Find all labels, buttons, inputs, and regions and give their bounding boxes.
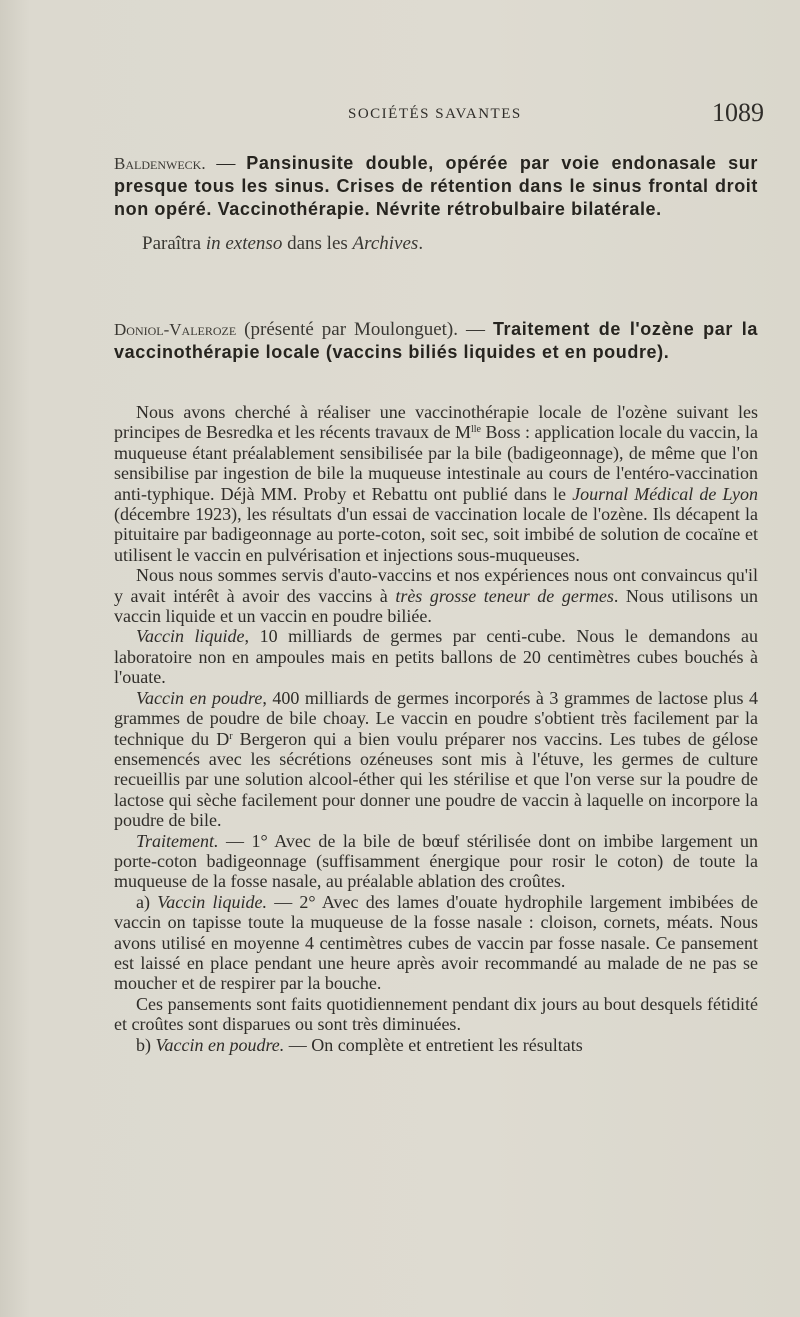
author-name: Baldenweck. [114,154,206,173]
paragraph [114,688,758,831]
paragraph [114,892,758,994]
entry-heading [114,152,758,221]
article-body [114,402,758,1055]
communication-title: Pansinusite double, opérée par voie endonasale sur presque tous les sinus. Crises de rétention dans le sinus frontal droit non opéré. Vaccinothérapie. Névrite rétrobulbaire bilatérale. [114,153,758,219]
text: (décembre 1923), les résultats d'un essai de vaccination locale de l'ozène. Ils décapent la pituitaire par badigeonnage au porte-coton, soit sec, soit imbibé de solution de cocaïne et utilisent le vaccin en pulvérisation et injections sous-muqueuses. [114,504,758,565]
subheading: Vaccin en poudre [136,687,263,708]
paragraph [114,994,758,1035]
presenter-note: (présenté par Moulonguet). — [236,319,493,340]
journal-title: Journal Médical de Lyon [572,483,758,504]
subheading: Vaccin en poudre. [155,1034,285,1055]
subheading: Vaccin liquide. [157,891,267,912]
superscript: lle [470,424,481,436]
emphasis: très grosse teneur de germes [395,585,614,606]
communication-title: Traitement de l'ozène par la vaccinothérapie locale (vaccins biliés liquides et en poudre). [114,319,758,362]
note-text: . [418,233,424,254]
text: Nous avons cherché à réaliser une vaccinothérapie locale de l'ozène suivant les principes de Besredka et les récents travaux de M [114,402,758,443]
text: — 2° Avec des lames d'ouate hydrophile largement imbibées de vaccin on tapisse toute la muqueuse de la fosse nasale : cloison, cornets, méats. Nous avons utilisé en moyenne 4 centimètres cubes de vaccin par fosse nasale. Ce pansement est laissé en place pendant une heure après avoir recommandé au malade de ne pas se moucher et de respirer par la bouche. [114,891,758,994]
subheading: Traitement. [136,830,219,851]
text: Bergeron qui a bien voulu préparer nos vaccins. Les tubes de gélose ensemencés avec les sécrétions ozéneuses sont mis à l'étuve, les germes de culture recueillis par une solution alcool-éther qui les stérilise et que l'on verse sur la poudre de lactose qui sèche facilement pour donner une poudre de vaccin à laquelle on incorpore la poudre de bile. [114,728,759,831]
text: Nous nous sommes servis d'auto-vaccins et nos expériences nous ont convaincus qu'il y avait intérêt à avoir des vaccins à [114,565,758,606]
publication-note [114,233,758,255]
list-label: b) [136,1034,156,1055]
note-text: dans les [282,233,353,254]
dash: — [205,153,247,174]
running-head-title: SOCIÉTÉS SAVANTES [348,106,522,122]
entry-baldenweck [114,152,758,255]
author-name: Doniol-Valeroze [114,320,237,339]
note-text: Paraîtra [142,233,206,254]
paragraph [114,565,758,626]
paragraph [114,1035,758,1055]
entry-heading [114,318,758,364]
text: . Nous utilisons un vaccin liquide et un vaccin en poudre biliée. [114,585,759,627]
superscript: r [229,730,233,742]
entry-doniol-valeroze [114,318,758,364]
note-journal: Archives [352,233,419,254]
text: Ces pansements sont faits quotidiennement pendant dix jours au bout desquels fétidité et croûtes sont disparues ou sont très diminuées. [114,993,758,1035]
paragraph [114,402,758,565]
text: — On complète et entretient les résultats [284,1034,583,1055]
text: — 1° Avec de la bile de bœuf stérilisée dont on imbibe largement un porte-coton badigeonnage (suffisamment énergique pour rosir le coton) de toute la muqueuse de la fosse nasale, au préalable ablation des croûtes. [114,830,758,892]
text: Boss : application locale du vaccin, la muqueuse étant préalablement sensibilisée par la bile (badigeonnage), de même que l'on sensibilise par ingestion de bile la muqueuse intestinale au cours de l'entéro-vaccination anti-typhique. Déjà MM. Proby et Rebattu ont publié dans le [114,422,758,504]
running-head [0,98,800,138]
paragraph [114,831,758,892]
text: , 10 milliards de germes par centi-cube. Nous le demandons au laboratoire non en ampoules mais en petits ballons de 20 centimètres cubes bouchés à l'ouate. [114,626,758,688]
note-italic: in extenso [205,233,283,254]
text: , 400 milliards de germes incorporés à 3 grammes de lactose plus 4 grammes de poudre de bile choay. Le vaccin en poudre s'obtient très facilement par la technique du D [114,687,758,749]
subheading: Vaccin liquide [136,626,245,647]
list-label: a) [136,891,158,912]
paragraph [114,626,758,687]
page-number: 1089 [712,98,764,127]
